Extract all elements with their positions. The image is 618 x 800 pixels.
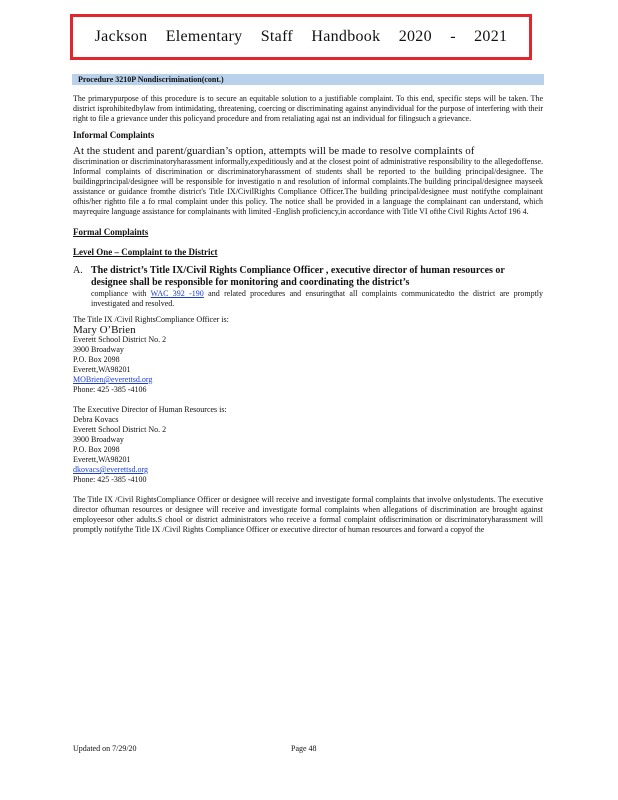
officer-email-link[interactable]: MOBrien@everettsd.org — [73, 375, 153, 384]
hr-phone: Phone: 425 -385 -4100 — [73, 475, 147, 484]
item-a — [73, 265, 543, 309]
item-a-post-link: and related procedures and ensuringthat all complaints communicatedto the district are promptly investigated and resolved. — [91, 289, 544, 308]
officer-intro: The Title IX /Civil RightsCompliance Officer is: — [73, 315, 229, 324]
hr-director-contact — [73, 405, 543, 485]
updated-date: Updated on 7/29/20 — [73, 744, 137, 753]
wac-link[interactable]: WAC 392 -190 — [150, 289, 204, 298]
officer-phone: Phone: 425 -385 -4106 — [73, 385, 147, 394]
item-a-pre-link: compliance with — [91, 289, 147, 298]
officer-address-line: Everett School District No. 2 — [73, 335, 167, 344]
level-one-heading: Level One – Complaint to the District — [73, 247, 218, 257]
officer-address-line: Everett,WA98201 — [73, 365, 131, 374]
officer-address-line: 3900 Broadway — [73, 345, 124, 354]
page-footer — [73, 744, 543, 753]
closing-paragraph: The Title IX /Civil RightsCompliance Officer or designee will receive and investigate formal complaints that involve onlystudents. The executive director ofhuman resources or designee will receive and investigate formal complaints when allegations of discrimination are brought against employeesor other adults.S chool or district administrators who receive a formal complaint ofdiscrimination or discriminatoryharassment will promptly notifythe Title IX /Civil Rights Compliance Officer or executive director of human resources and forward a copyof the — [73, 495, 543, 534]
informal-complaints-heading: Informal Complaints — [73, 130, 155, 140]
informal-lead-sentence: At the student and parent/guardian’s option, attempts will be made to resolve complaints of — [73, 145, 475, 157]
item-a-lead: The district’s Title IX/Civil Rights Compliance Officer , executive director of human resources or designee shall be responsible for monitoring and coordinating the district’s — [91, 265, 505, 288]
handbook-title: Jackson Elementary Staff Handbook 2020 - 2021 — [94, 28, 508, 45]
hr-email-link[interactable]: dkovacs@everettsd.org — [73, 465, 148, 474]
hr-address-line: P.O. Box 2098 — [73, 445, 120, 454]
compliance-officer-contact — [73, 315, 543, 395]
formal-complaints-heading: Formal Complaints — [73, 227, 149, 237]
page-number: Page 48 — [291, 744, 317, 753]
hr-name: Debra Kovacs — [73, 415, 119, 424]
hr-address-line: 3900 Broadway — [73, 435, 124, 444]
officer-name: Mary O’Brien — [73, 324, 136, 336]
handbook-title-box — [70, 14, 532, 60]
hr-intro: The Executive Director of Human Resources is: — [73, 405, 227, 414]
procedure-bar: Procedure 3210P Nondiscrimination(cont.) — [72, 74, 544, 85]
hr-address-line: Everett School District No. 2 — [73, 425, 167, 434]
document-body — [73, 94, 543, 535]
hr-address-line: Everett,WA98201 — [73, 455, 131, 464]
intro-paragraph: The primarypurpose of this procedure is to secure an equitable solution to a justifiable complaint. To this end, specific steps will be taken. The district isprohibitedbylaw from intimidating, threatening, coercing or discriminating against anyindividual for the purpose of interfering with their right to file a grievance under this policyand procedure and from retaliating agai nst an individual for filingsuch a grievance. — [73, 94, 543, 123]
officer-address-line: P.O. Box 2098 — [73, 355, 120, 364]
informal-complaints-paragraph: discrimination or discriminatoryharassment informally,expeditiously and at the closest point of administrative responsibility to the allegedoffense. Informal complaints of discrimination or discriminatoryharassment of students shall be reported to the building principal/designee. The buildingprincipal/designee will be responsible for investigatio n and resolution of informal complaints.The building principal/designee mayseek assistance or guidance fromthe district's Title IX/CivilRights Compliance Officer.The building principal/designee must notifythe complainant ofhis/her rightto file a fo rmal complaint under this policy. The notice shall be provided in a language the complainant can understand, which mayrequire language assistance for complainants with limited -English proficiency,in accordance with Title VI ofthe Civil Rights Actof 196 4. — [73, 157, 543, 216]
item-a-label: A. — [73, 265, 83, 276]
